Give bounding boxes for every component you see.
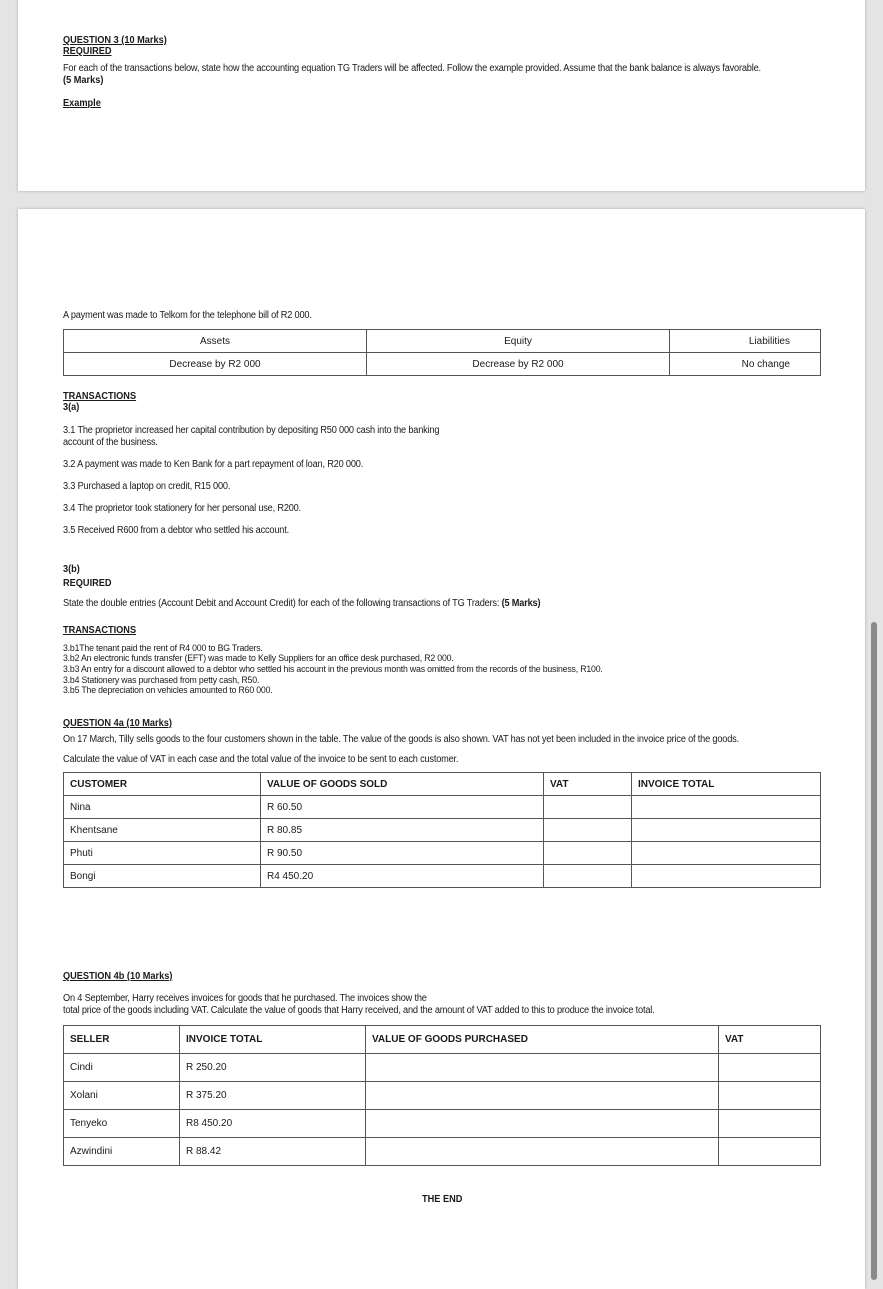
q4b-intro-1: On 4 September, Harry receives invoices for goods that he purchased. The invoices show the — [63, 993, 427, 1004]
q4b-header-vat: VAT — [719, 1026, 821, 1054]
example-text: A payment was made to Telkom for the telephone bill of R2 000. — [63, 310, 312, 321]
q4b-seller: Xolani — [64, 1082, 180, 1110]
q4b-value-cell — [366, 1138, 719, 1166]
q4a-customer: Phuti — [64, 842, 261, 865]
page-2 — [18, 209, 865, 1289]
table-row — [64, 1082, 821, 1110]
q3b-item-5: 3.b5 The depreciation on vehicles amounted to R60 000. — [63, 685, 273, 696]
transaction-3-2: 3.2 A payment was made to Ken Bank for a part repayment of loan, R20 000. — [63, 459, 364, 470]
example-header-assets: Assets — [64, 330, 367, 353]
q3b-instruction-text: State the double entries (Account Debit and Account Credit) for each of the following transactions of TG Traders: — [63, 598, 500, 609]
table-row — [64, 796, 821, 819]
transaction-3-1-cont: account of the business. — [63, 437, 158, 448]
q3-title: QUESTION 3 (10 Marks) — [63, 35, 167, 46]
q3-instruction: For each of the transactions below, state how the accounting equation TG Traders will be affected. Follow the example provided. Assume that the bank balance is always favorable. — [63, 63, 761, 74]
q3b-item-2: 3.b2 An electronic funds transfer (EFT) was made to Kelly Suppliers for an office desk purchased, R2 000. — [63, 653, 454, 664]
page-1 — [18, 0, 865, 191]
q4a-header-vat: VAT — [544, 773, 632, 796]
q4b-vat-cell — [719, 1054, 821, 1082]
table-row — [64, 1054, 821, 1082]
q4b-header-seller: SELLER — [64, 1026, 180, 1054]
q3b-required: REQUIRED — [63, 578, 112, 589]
q4b-table — [63, 1025, 821, 1166]
q4a-vat-cell — [544, 842, 632, 865]
q4b-seller: Tenyeko — [64, 1110, 180, 1138]
q3b-instruction — [63, 598, 540, 609]
q4a-header-value: VALUE OF GOODS SOLD — [261, 773, 544, 796]
q4b-vat-cell — [719, 1138, 821, 1166]
q4a-customer: Khentsane — [64, 819, 261, 842]
q4a-total-cell — [632, 819, 821, 842]
q4b-vat-cell — [719, 1082, 821, 1110]
q4b-invoice-total: R 250.20 — [180, 1054, 366, 1082]
q4b-invoice-total: R8 450.20 — [180, 1110, 366, 1138]
q4a-value: R 90.50 — [261, 842, 544, 865]
q4a-value: R 80.85 — [261, 819, 544, 842]
example-cell-assets: Decrease by R2 000 — [64, 353, 367, 376]
q4b-intro-2: total price of the goods including VAT. Calculate the value of goods that Harry received, and the amount of VAT added to this to produce the invoice total. — [63, 1005, 655, 1016]
q3b-item-4: 3.b4 Stationery was purchased from petty cash, R50. — [63, 675, 260, 686]
q3b-item-1: 3.b1The tenant paid the rent of R4 000 to BG Traders. — [63, 643, 263, 654]
example-header-equity: Equity — [367, 330, 670, 353]
example-table — [63, 329, 821, 376]
q4a-intro: On 17 March, Tilly sells goods to the four customers shown in the table. The value of the goods is also shown. VAT has not yet been included in the invoice price of the goods. — [63, 734, 739, 745]
transaction-3-1: 3.1 The proprietor increased her capital contribution by depositing R50 000 cash into the banking — [63, 425, 440, 436]
transaction-3-5: 3.5 Received R600 from a debtor who settled his account. — [63, 525, 289, 536]
q4a-vat-cell — [544, 865, 632, 888]
q4a-value: R4 450.20 — [261, 865, 544, 888]
q4a-value: R 60.50 — [261, 796, 544, 819]
q3b-marks: (5 Marks) — [501, 598, 541, 609]
example-header-liabilities: Liabilities — [670, 330, 821, 353]
q4b-header-value: VALUE OF GOODS PURCHASED — [366, 1026, 719, 1054]
table-row — [64, 842, 821, 865]
q4a-vat-cell — [544, 796, 632, 819]
q4a-total-cell — [632, 842, 821, 865]
q3-required: REQUIRED — [63, 46, 112, 57]
q4a-title: QUESTION 4a (10 Marks) — [63, 718, 172, 729]
q4a-total-cell — [632, 796, 821, 819]
q4a-header-total: INVOICE TOTAL — [632, 773, 821, 796]
q3b-transactions-label: TRANSACTIONS — [63, 625, 137, 636]
q4b-vat-cell — [719, 1110, 821, 1138]
q4b-value-cell — [366, 1054, 719, 1082]
transactions-label: TRANSACTIONS — [63, 391, 137, 402]
q4b-invoice-total: R 88.42 — [180, 1138, 366, 1166]
vertical-scrollbar[interactable] — [871, 622, 877, 1280]
q4a-customer: Bongi — [64, 865, 261, 888]
q4b-value-cell — [366, 1110, 719, 1138]
q4a-customer: Nina — [64, 796, 261, 819]
q4b-seller: Cindi — [64, 1054, 180, 1082]
q4a-table — [63, 772, 821, 888]
table-row — [64, 1138, 821, 1166]
example-cell-liabilities: No change — [670, 353, 821, 376]
the-end: THE END — [422, 1194, 463, 1205]
q4a-calc: Calculate the value of VAT in each case and the total value of the invoice to be sent to each customer. — [63, 754, 459, 765]
q4b-invoice-total: R 375.20 — [180, 1082, 366, 1110]
transaction-3-4: 3.4 The proprietor took stationery for her personal use, R200. — [63, 503, 301, 514]
q4b-header-total: INVOICE TOTAL — [180, 1026, 366, 1054]
q4b-value-cell — [366, 1082, 719, 1110]
q4a-header-customer: CUSTOMER — [64, 773, 261, 796]
q4a-total-cell — [632, 865, 821, 888]
transaction-3-3: 3.3 Purchased a laptop on credit, R15 000. — [63, 481, 231, 492]
q4b-title: QUESTION 4b (10 Marks) — [63, 971, 173, 982]
table-row — [64, 865, 821, 888]
example-cell-equity: Decrease by R2 000 — [367, 353, 670, 376]
table-row — [64, 819, 821, 842]
part-a-label: 3(a) — [63, 402, 80, 413]
q3-marks: (5 Marks) — [63, 75, 104, 86]
q4b-seller: Azwindini — [64, 1138, 180, 1166]
example-label: Example — [63, 98, 101, 109]
q4a-vat-cell — [544, 819, 632, 842]
q3b-item-3: 3.b3 An entry for a discount allowed to a debtor who settled his account in the previous month was omitted from the records of the business, R100. — [63, 664, 603, 675]
part-b-label: 3(b) — [63, 564, 80, 575]
table-row — [64, 1110, 821, 1138]
